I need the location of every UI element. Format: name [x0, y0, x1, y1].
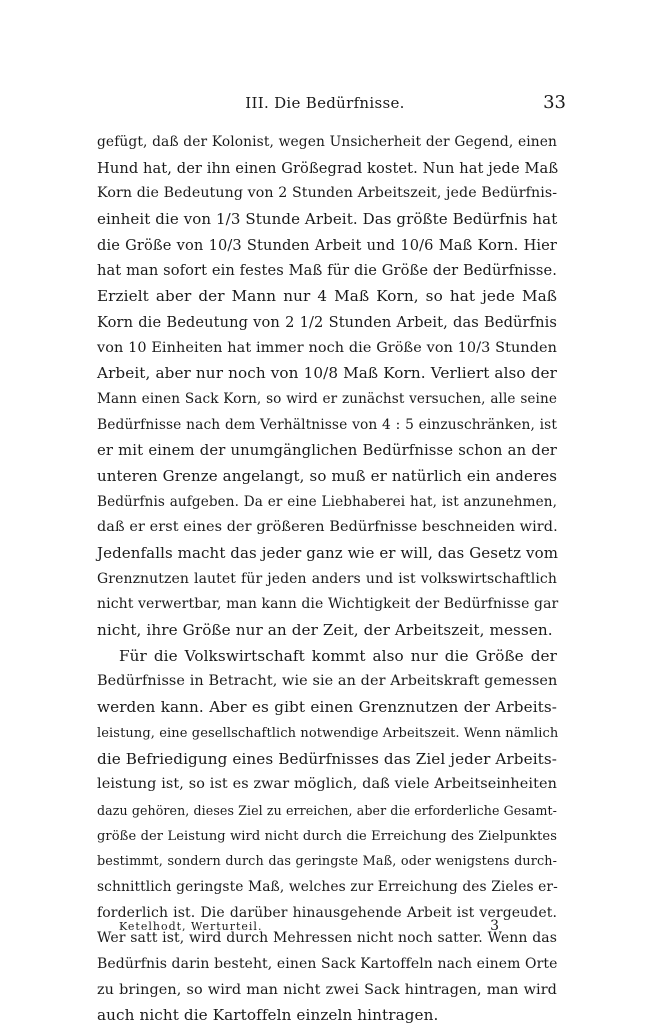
- text-line: die Befriedigung eines Bedürfnisses das Ziel jeder Arbeits-: [97, 749, 557, 768]
- page-number: 33: [543, 92, 566, 113]
- text-line: Jedenfalls macht das jeder ganz wie er will, das Gesetz vom: [97, 544, 559, 562]
- text-line: Bedürfnis darin besteht, einen Sack Kartoffeln nach einem Orte: [97, 956, 558, 972]
- text-line: größe der Leistung wird nicht durch die Erreichung des Zielpunktes: [97, 828, 557, 844]
- signature-line: [119, 920, 499, 938]
- text-line: von 10 Einheiten hat immer noch die Größe von 10/3 Stunden: [97, 339, 557, 356]
- text-line: daß er erst eines der größeren Bedürfnisse beschneiden wird.: [97, 519, 558, 536]
- text-line: einheit die von 1/3 Stunde Arbeit. Das größte Bedürfnis hat: [97, 210, 558, 229]
- running-title: III. Die Bedürfnisse.: [245, 94, 405, 112]
- text-line: forderlich ist. Die darüber hinausgehende Arbeit ist vergeudet.: [97, 904, 557, 921]
- text-line: Erzielt aber der Mann nur 4 Maß Korn, so hat jede Maß: [97, 287, 557, 306]
- text-line: werden kann. Aber es gibt einen Grenznutzen der Arbeits-: [97, 698, 557, 717]
- text-line: schnittlich geringste Maß, welches zur Erreichung des Zieles er-: [97, 878, 558, 895]
- text-line: auch nicht die Kartoffeln einzeln hintragen.: [97, 1006, 439, 1025]
- text-line: zu bringen, so wird man nicht zwei Sack hintragen, man wird: [97, 981, 557, 998]
- printer-signature: Ketelhodt, Werturteil.: [119, 920, 263, 933]
- running-head: [0, 92, 650, 116]
- text-line: Grenznutzen lautet für jeden anders und ist volkswirtschaftlich: [97, 570, 557, 587]
- text-line: leistung ist, so ist es zwar möglich, daß viele Arbeitseinheiten: [97, 776, 557, 793]
- text-line: Bedürfnisse in Betracht, wie sie an der Arbeitskraft gemessen: [97, 673, 558, 690]
- text-line: Bedürfnisse nach dem Verhältnisse von 4 : 5 einzuschränken, ist: [97, 416, 557, 433]
- text-line: nicht verwertbar, man kann die Wichtigkeit der Bedürfnisse gar: [97, 596, 559, 613]
- text-line: gefügt, daß der Kolonist, wegen Unsicherheit der Gegend, einen: [97, 134, 557, 150]
- text-line: Hund hat, der ihn einen Größegrad kostet. Nun hat jede Maß: [97, 159, 559, 177]
- text-line: die Größe von 10/3 Stunden Arbeit und 10/6 Maß Korn. Hier: [97, 236, 557, 254]
- text-line: nicht, ihre Größe nur an der Zeit, der Arbeitszeit, messen.: [97, 621, 553, 640]
- text-line: dazu gehören, dieses Ziel zu erreichen, aber die erforderliche Gesamt-: [97, 802, 558, 818]
- text-line: Arbeit, aber nur noch von 10/8 Maß Korn. Verliert also der: [97, 364, 557, 383]
- text-line: bestimmt, sondern durch das geringste Maß, oder wenigstens durch-: [97, 854, 557, 870]
- signature-number: 3: [490, 918, 499, 934]
- text-line: leistung, eine gesellschaftlich notwendige Arbeitszeit. Wenn nämlich: [97, 725, 559, 741]
- text-line: Korn die Bedeutung von 2 1/2 Stunden Arbeit, das Bedürfnis: [97, 313, 557, 331]
- text-line: Wer satt ist, wird durch Mehressen nicht noch satter. Wenn das: [97, 930, 557, 947]
- text-line: er mit einem der unumgänglichen Bedürfnisse schon an der: [97, 442, 557, 460]
- text-line: unteren Grenze angelangt, so muß er natürlich ein anderes: [97, 466, 557, 485]
- text-line: Mann einen Sack Korn, so wird er zunächst versuchen, alle seine: [97, 390, 557, 407]
- text-line: hat man sofort ein festes Maß für die Größe der Bedürfnisse.: [97, 262, 557, 280]
- text-line: Für die Volkswirtschaft kommt also nur die Größe der: [119, 646, 557, 665]
- body-text: [97, 130, 557, 1029]
- text-line: Korn die Bedeutung von 2 Stunden Arbeitszeit, jede Bedürfnis-: [97, 185, 558, 202]
- text-line: Bedürfnis aufgeben. Da er eine Liebhaberei hat, ist anzunehmen,: [97, 493, 557, 510]
